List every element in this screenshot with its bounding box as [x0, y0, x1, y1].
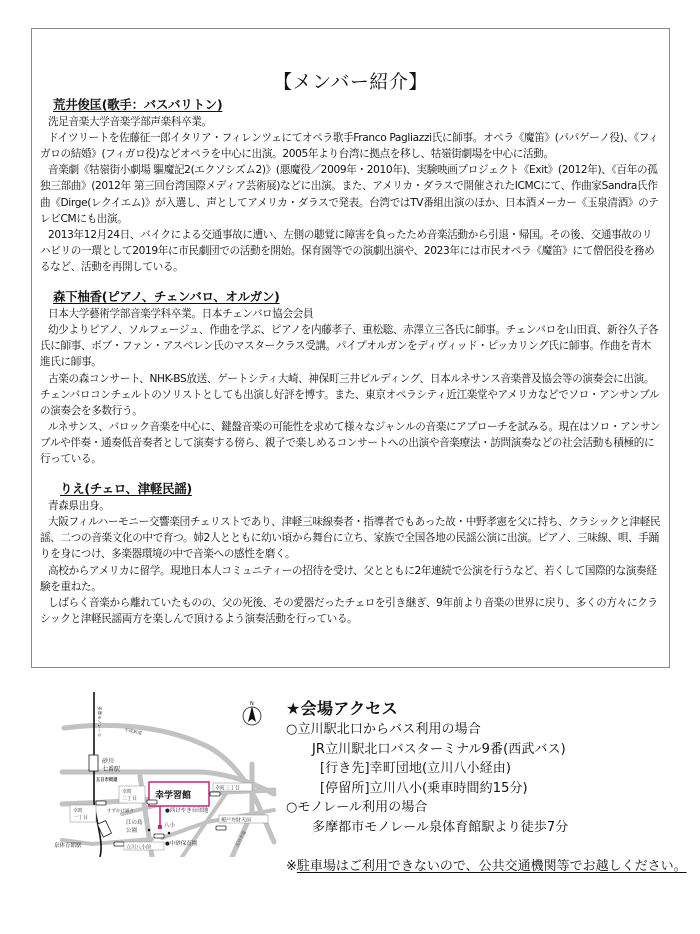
- member-list: [40, 97, 661, 641]
- page-title: 【メンバー紹介】: [273, 71, 428, 93]
- road-label-heisei: 平成新道: [123, 728, 143, 737]
- member-paragraph: 大阪フィルハーモニー交響楽団チェリストであり、津軽三味線奏者・指導者でもあった故・中野孝憲を父に持ち、クラシックと津軽民謡、二つの音楽文化の中で育つ。姉2人とともに幼い頃から舞台に立ち、家族で全国各地の民謡公演に出演。ピアノ、三味線、唄、手踊りを身につけ、多楽器環境の中で音楽への感性を磨く。: [40, 516, 661, 561]
- venue-map: [52, 692, 277, 857]
- member-paragraph: ドイツリートを佐藤征一郎イタリア・フィレンツェにてオペラ歌手Franco Pagliazzi氏に師事。オペラ《魔笛》(パパゲーノ役)、《フィガロの結婚》(フィガロ役)などオペラを中心に出演。2005年より台湾に拠点を移し、牯嶺街劇場を中心に活動。: [40, 132, 659, 161]
- member-paragraph: 高校からアメリカに留学。現地日本人コミュニティーの招待を受け、父とともに2年連続で公演を行うなど、若くして国際的な演奏経験を重ねた。: [40, 564, 657, 593]
- station-sunagawa-1: 砂川: [102, 758, 115, 765]
- venue-access: [286, 698, 686, 837]
- station-sunagawa-2: 七番駅: [102, 766, 121, 773]
- road-label-itsukaichi-kaido: 五日市街道: [96, 778, 118, 783]
- member-rie: [40, 481, 661, 627]
- road-label-suzukake: すずかけ通り: [107, 809, 135, 814]
- access-monorail-heading: ○モノレール利用の場合: [286, 800, 428, 815]
- access-title: ★会場アクセス: [286, 699, 398, 718]
- busstop-saiwai-1b: 一丁目: [73, 815, 89, 821]
- member-name: 荒井俊匡(歌手：バスバリトン): [53, 97, 223, 112]
- busstop-saiwai-3: 幸町三丁目: [215, 785, 241, 792]
- member-paragraph: しばらく音楽から離れていたものの、父の死後、その愛器だったチェロを引き継ぎ、9年前より音楽の世界に戻り、多くの方々にクラシックと津軽民謡両方を楽しんで頂けるよう演奏活動を行っている。: [40, 596, 658, 625]
- station-izumi: 泉体育館駅: [54, 843, 82, 849]
- member-name: りえ(チェロ、津軽民謡): [60, 481, 192, 497]
- member-name: 森下柚香(ピアノ、チェンバロ、オルガン): [53, 289, 280, 305]
- access-bus-terminal: JR立川駅北口バスターミナル9番(西武バス): [312, 741, 566, 757]
- member-paragraph: 洗足音楽大学音楽学部声楽科卒業。: [48, 116, 212, 129]
- landmark-nishikeyaki: ●西けやき台団地: [165, 808, 209, 814]
- busstop-saiwai-2a: 幸町: [122, 789, 133, 795]
- member-introduction-box: [31, 28, 670, 668]
- busstop-saiwai-2b: 二丁目: [122, 796, 138, 802]
- member-paragraph: 2013年12月24日、バイクによる交通事故に遭い、左側の聴覚に障害を負ったため音楽活動から引退・帰国。その後、交通事故のリハビリの一環として2019年に市民劇団での活動を開始。保育園等での演劇出演や、2023年には市民オペラ《魔笛》にて僧侶役を務めるなど、活動を再開している。: [40, 228, 655, 273]
- busstop-hachisho: 立川八小前: [126, 844, 152, 851]
- member-paragraph: ルネサンス、バロック音楽を中心に、鍵盤音楽の可能性を求めて様々なジャンルの音楽にアプローチを試みる。現在はソロ・アンサンブルや伴奏・通奏低音奏者として演奏する傍ら、親子で楽しめるコンサートへの出演や音楽療法・訪問演奏などの社会活動も積極的に行っている。: [40, 420, 661, 465]
- monorail-label: 多摩モノレール: [96, 706, 101, 738]
- landmark-hachisho: 八小: [164, 823, 176, 829]
- member-paragraph: 青森県出身。: [48, 500, 110, 513]
- member-paragraph: 日本大学藝術学部音楽学科卒業。日本チェンバロ協会会員: [48, 308, 314, 321]
- venue-label: 幸学習館: [155, 791, 192, 801]
- member-paragraph: 古楽の森コンサート、NHK-BS放送、ゲートシティ大崎、神保町三井ビルディング、日本ルネサンス音楽普及協会等の演奏会に出演。チェンバロコンチェルトのソリストとしても出演し好評を博す。また、東京オペラシティ近江楽堂やアメリカなどでソロ・アンサンブルの演奏会を多数行う。: [40, 372, 660, 417]
- busstop-enoki: 榎戸弁財天前: [221, 817, 252, 824]
- member-morishita: [40, 289, 661, 467]
- busstop-saiwai-1a: 幸町: [73, 808, 84, 814]
- member-arai: [40, 97, 661, 275]
- member-paragraph: 音楽劇《牯嶺街小劇場 驅魔記2(エクソシズム2)》(悪魔役／2009年・2010年)、実験映画プロジェクト《Exit》(2012年)、《百年の孤独三部曲》(2012年 第三回台湾国際メディア芸術展)などに出演。また、アメリカ・ダラスで開催されたICMCにて、作曲家Sandra氏作曲《Dirge(レクイエム)》が入選し、声としてアメリカ・ダラスで発表。台湾ではTV番組出演のほか、日本酒メーカー《玉泉清酒》のテレビCMにも出演。: [40, 164, 659, 225]
- north-label: N: [250, 701, 254, 707]
- notice-text: 駐車場はご利用できないので、公共交通機関等でお越しください。: [296, 859, 687, 874]
- access-monorail-walk: 多摩都市モノレール泉体育館駅より徒歩7分: [312, 819, 569, 835]
- road-label-itsukaichi-road: 五日市道: [235, 830, 248, 848]
- landmark-enoshima-1: 江の島: [126, 820, 143, 826]
- parking-notice: [286, 858, 687, 876]
- access-bus-stop: [停留所]立川八小(乗車時間約15分): [320, 780, 528, 796]
- access-bus-destination: [行き先]幸町団地(立川八小経由): [320, 761, 511, 776]
- member-paragraph: 幼少よりピアノ、ソルフェージュ、作曲を学ぶ、ピアノを内藤孝子、重松聡、赤澤立三各氏に師事。チェンバロを山田貢、新谷久子各氏に師事、ボブ・ファン・アスペレン氏のマスタークラス受講。パイプオルガンをディヴィッド・ピッカリング氏に師事。作曲を青木進氏に師事。: [40, 324, 659, 369]
- notice-mark: ※: [286, 859, 297, 874]
- landmark-nakasuna: ●中砂保育園: [165, 841, 198, 847]
- landmark-enoshima-2: 公園: [126, 828, 138, 834]
- access-bus-heading: ○立川駅北口からバス利用の場合: [286, 722, 481, 737]
